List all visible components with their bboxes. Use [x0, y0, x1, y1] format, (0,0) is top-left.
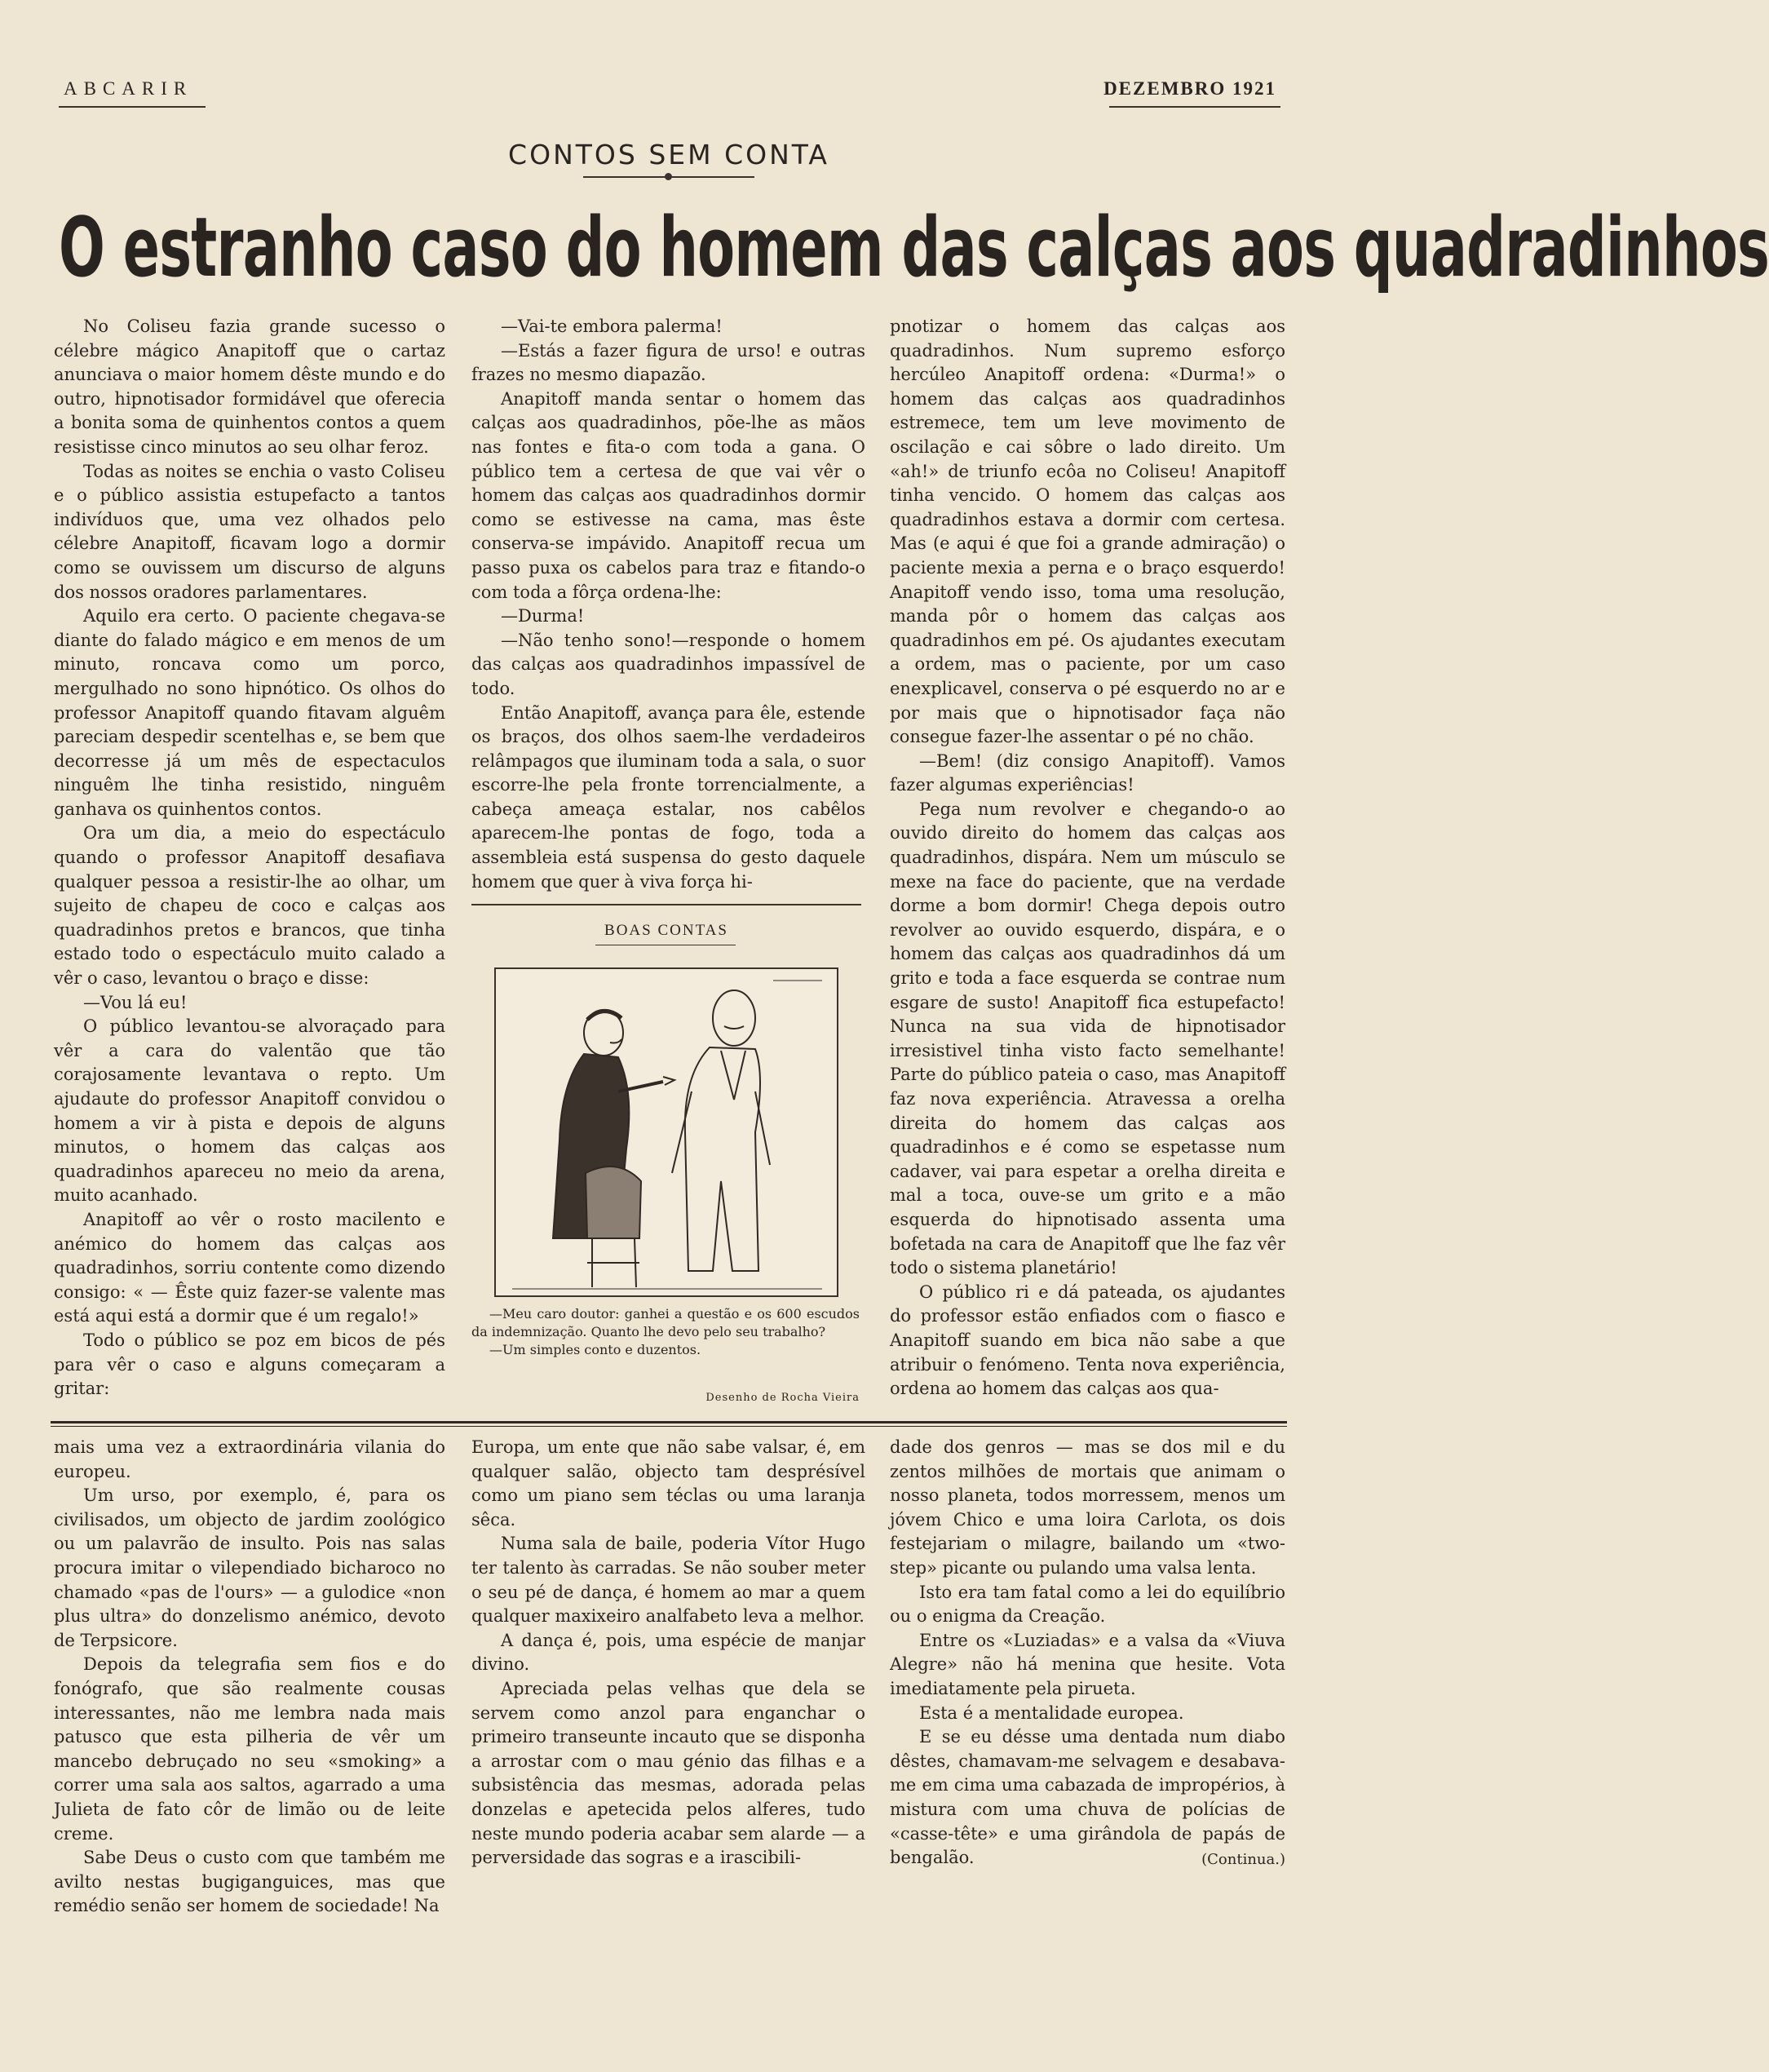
paragraph: —Vou lá eu!: [83, 992, 188, 1012]
paragraph: E se eu désse uma dentada num diabo dêstes, chamavam-me selvagem e desabava-me em cima uma cabazada de impropérios, à mistura com uma chuva de polícias de «casse-tête» e uma girândola de papás de bengalão.: [890, 1727, 1285, 1868]
series-ornament: [665, 173, 672, 180]
paragraph: Depois da telegrafia sem fios e do fonógrafo, que são realmente cousas interessantes, não me lembra nada mais patusco que esta pilheria de vêr um mancebo debruçado no seu «smoking» a correr uma sala aos saltos, agarrado a uma Julieta de fato côr de limão ou de leite creme.: [54, 1654, 445, 1844]
boas-contas-rule: [471, 904, 861, 905]
cartoon-illustration: [494, 967, 838, 1297]
running-header-date: DEZEMBRO 1921: [1103, 78, 1276, 99]
paragraph: —Estás a fazer figura de urso! e outras frazes no mesmo diapazão.: [471, 340, 865, 385]
paragraph: Um urso, por exemplo, é, para os civilisados, um objecto de jardim zoológico ou um palavrão de insulto. Pois nas salas procura imitar o vilependiado bicharoco no chamado «pas de l'ours» — a gulodice «non plus ultra» do donzelismo anémico, devoto de Terpsicore.: [54, 1485, 445, 1650]
header-rule-left: [59, 106, 206, 108]
paragraph: Isto era tam fatal como a lei do equilíbrio ou o enigma da Creação.: [890, 1582, 1285, 1627]
paragraph: dade dos genros — mas se dos mil e du zentos milhões de mortais que animam o nosso planeta, todos morressem, menos um jóvem Chico e uma loira Carlota, os dois festejariam o milagre, bailando um «two-step» picante ou pulando uma valsa lenta.: [890, 1437, 1285, 1578]
paragraph: Numa sala de baile, poderia Vítor Hugo ter talento às carradas. Se não souber meter o seu pé de dança, é homem ao mar a quem qualquer maxixeiro analfabeto leva a melhor.: [471, 1534, 865, 1627]
cartoon-credit: Desenho de Rocha Vieira: [705, 1392, 860, 1404]
cartoon-caption: [471, 1305, 860, 1359]
paragraph: Todo o público se poz em bicos de pés para vêr o caso e alguns começaram a gritar:: [54, 1330, 445, 1399]
paragraph: O público levantou-se alvoraçado para vêr a cara do valentão que tão corajosamente levantava o repto. Um ajudaute do professor Anapitoff convidou o homem a vir à pista e depois de alguns minutos, o homem das calças aos quadradinhos apareceu no meio da arena, muito acanhado.: [54, 1016, 445, 1206]
paragraph: Sabe Deus o custo com que também me avilto nestas bugiganguices, mas que remédio senão ser homem de sociedade! Na: [54, 1848, 445, 1916]
paragraph: Apreciada pelas velhas que dela se servem como anzol para enganchar o primeiro transeunte incauto que se disponha a arrostar com o mau génio das filhas e a subsistência das mesmas, adorada pelas donzelas e apetecida pelos alferes, tudo neste mundo poderia acabar sem alarde — a perversidade das sogras e a irascibili-: [471, 1678, 865, 1868]
paragraph: Pega num revolver e chegando-o ao ouvido direito do homem das calças aos quadradinhos, dispára. Nem um músculo se mexe na face do paciente, que na verdade dorme a bom dormir! Chega depois outro revolver ao ouvido esquerdo, dispára, e o homem das calças aos quadradinhos dá um grito e toda a face esquerda se contrae num esgare de susto! Anapitoff fica estupefacto! Nunca na sua vida de hipnotisador irresistivel tinha visto facto semelhante! Parte do público pateia o caso, mas Anapitoff faz nova experiência. Atravessa a orelha direita do homem das calças aos quadradinhos e é como se espetasse num cadaver, vai para espetar a orelha direita e mal a toca, ouve-se um grito e a mão esquerda do hipnotisado assenta uma bofetada na cara de Anapitoff que lhe faz vêr todo o sistema planetário!: [890, 799, 1285, 1278]
section-divider: [51, 1421, 1287, 1423]
caption-line-2: —Um simples conto e duzentos.: [489, 1342, 701, 1357]
caption-line-1: —Meu caro doutor: ganhei a questão e os 600 escudos da indemnização. Quanto lhe devo pelo seu trabalho?: [471, 1306, 860, 1339]
paragraph: Ora um dia, a meio do espectáculo quando o professor Anapitoff desafiava qualquer pessoa a resistir-lhe ao olhar, um sujeito de chapeu de coco e calças aos quadradinhos pretos e brancos, que tinha estado todo o espectáculo muito calado a vêr o caso, levantou o braço e disse:: [54, 823, 445, 989]
paragraph: —Bem! (diz consigo Anapitoff). Vamos fazer algumas experiências!: [890, 750, 1285, 795]
paragraph: A dança é, pois, uma espécie de manjar divino.: [471, 1630, 865, 1675]
continua-note: (Continua.): [1201, 1850, 1285, 1868]
series-title: CONTOS SEM CONTA: [508, 139, 829, 170]
lower-column-2: [471, 1436, 865, 1871]
paragraph: Anapitoff ao vêr o rosto macilento e anémico do homem das calças aos quadradinhos, sorriu contente como dizendo consigo: « — Êste quiz fazer-se valente mas está aqui está a dormir que é um regalo!»: [54, 1209, 445, 1326]
paragraph: pnotizar o homem das calças aos quadradinhos. Num supremo esforço hercúleo Anapitoff ordena: «Durma!» o homem das calças aos quadradinhos estremece, tem um leve movimento de oscilação e cai sôbre o lado direito. Um «ah!» de triunfo ecôa no Coliseu! Anapitoff tinha vencido. O homem das calças aos quadradinhos estava a dormir com certesa. Mas (e aqui é que foi a grande admiração) o paciente mexia a perna e o braço esquerdo! Anapitoff vendo isso, toma uma resolução, manda pôr o homem das calças aos quadradinhos em pé. Os ajudantes executam a ordem, mas o paciente, por um caso enexplicavel, conserva o pé esquerdo no ar e por mais que o hipnotisador faça não consegue fazer-lhe assentar o pé no chão.: [890, 317, 1285, 747]
paragraph: Então Anapitoff, avança para êle, estende os braços, dos olhos saem-lhe verdadeiros relâmpagos que iluminam toda a sala, o suor escorre-lhe pela fronte torrencialmente, a cabeça ameaça estalar, nos cabêlos aparecem-lhe pontas de fogo, toda a assembleia está suspensa do gesto daquele homem que quer à viva força hi-: [471, 702, 865, 892]
paragraph: Todas as noites se enchia o vasto Coliseu e o público assistia estupefacto a tantos indivíduos que, uma vez olhados pelo célebre Anapitoff, ficavam logo a dormir como se ouvissem um discurso de alguns dos nossos oradores parlamentares.: [54, 461, 445, 602]
paragraph: Europa, um ente que não sabe valsar, é, em qualquer salão, objecto tam desprésível como um piano sem téclas ou uma laranja sêca.: [471, 1437, 865, 1530]
paragraph: Anapitoff manda sentar o homem das calças aos quadradinhos, põe-lhe as mãos nas fontes e fita-o com toda a gana. O público tem a certesa de que vai vêr o homem das calças aos quadradinhos dormir como se estivesse na cama, mas êste conserva-se impávido. Anapitoff recua um passo puxa os cabelos para traz e fitando-o com toda a fôrça ordena-lhe:: [471, 388, 865, 602]
paragraph: Entre os «Luziadas» e a valsa da «Viuva Alegre» não há menina que hesite. Vota imediatamente pela pirueta.: [890, 1630, 1285, 1698]
paragraph: —Durma!: [501, 606, 585, 626]
running-header-left: ABCARIR: [64, 78, 193, 99]
article-headline: O estranho caso do homem das calças aos quadradinhos: [59, 198, 1769, 295]
section-divider-thin: [51, 1426, 1287, 1427]
lower-column-1: [54, 1436, 445, 1919]
paragraph: —Não tenho sono!—responde o homem das calças aos quadradinhos impassível de todo.: [471, 630, 865, 698]
column-1: [54, 315, 445, 1401]
paragraph: No Coliseu fazia grande sucesso o célebre mágico Anapitoff que o cartaz anunciava o maior homem dêste mundo e do outro, hipnotisador formidável que oferecia a bonita soma de quinhentos contos a quem resistisse cinco minutos ao seu olhar feroz.: [54, 317, 445, 457]
header-rule-right: [1109, 106, 1280, 108]
paragraph: —Vai-te embora palerma!: [501, 317, 723, 336]
paragraph: O público ri e dá pateada, os ajudantes do professor estão enfiados com o fiasco e Anapitoff suando em bica não sabe a que atribuir o fenómeno. Tenta nova experiência, ordena ao homem das calças aos qua-: [890, 1282, 1285, 1399]
cartoon-drawing: [496, 969, 837, 1295]
paragraph: Aquilo era certo. O paciente chegava-se diante do falado mágico e em menos de um minuto, roncava como um porco, mergulhado no sono hipnótico. Os olhos do professor Anapitoff quando fitavam alguêm pareciam despedir scentelhas e, se bem que decorresse já um mês de espectaculos ninguêm lhe tinha resistido, ninguêm ganhava os quinhentos contos.: [54, 606, 445, 819]
paragraph: Esta é a mentalidade europea.: [919, 1702, 1184, 1723]
boas-contas-title: BOAS CONTAS: [604, 922, 728, 939]
lower-column-3: [890, 1436, 1285, 1871]
paragraph: mais uma vez a extraordinária vilania do europeu.: [54, 1437, 445, 1481]
column-3: [890, 315, 1285, 1401]
column-2: [471, 315, 865, 894]
